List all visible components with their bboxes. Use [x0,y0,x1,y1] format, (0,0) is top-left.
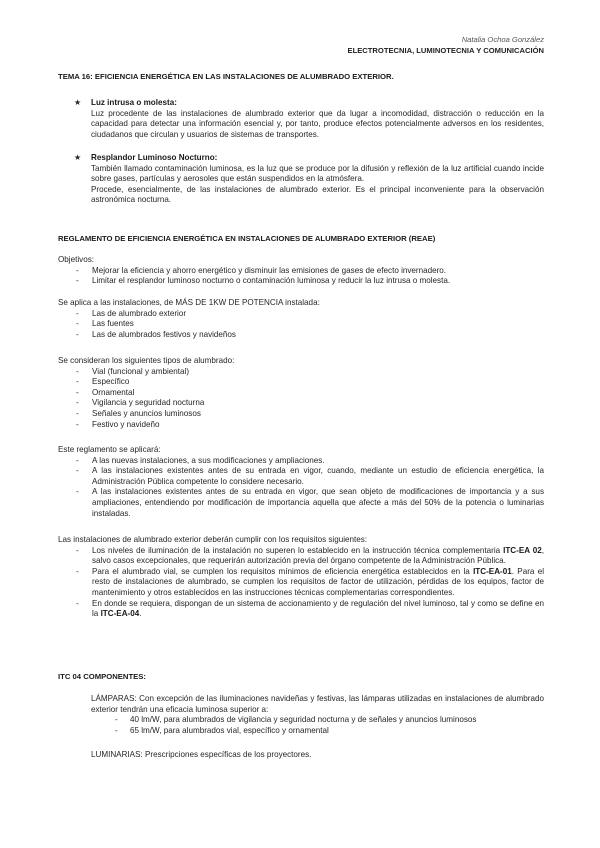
list-item: - Ornamental [58,388,544,399]
requisito-text: . Para el resto de instalaciones de alumbrado, se cumplen los requisitos de factor de utilización, pérdidas de los equipos, factor de mantenimiento y otros establecidos en las instrucciones técnicas complementarias correspondientes. [92,566,544,597]
lamparas-block [58,694,544,736]
tipos-list [58,367,544,431]
requisitos-block [58,535,544,620]
lamparas-paragraph: LÁMPARAS: Con excepción de las iluminaciones navideñas y festivas, las lámparas utilizadas en instalaciones de alumbrado exterior tendrán una eficacia luminosa superior a: [91,694,544,714]
itc04-title: ITC 04 COMPONENTES: [58,672,146,681]
list-item: - Limitar el resplandor luminoso nocturno o contaminación luminosa y reducir la luz intrusa o molesta. [58,276,544,287]
list-item: - Vial (funcional y ambiental) [58,367,544,378]
reae-section [58,234,544,245]
aplica-label: Se aplica a las instalaciones, de MÁS DE 1KW DE POTENCIA instalada: [58,298,320,307]
list-item [58,599,544,620]
requisitos-label: Las instalaciones de alumbrado exterior deberán cumplir con los requisitos siguientes: [58,535,368,544]
list-item: - Las de alumbrado exterior [58,309,544,320]
tipos-block [58,356,544,430]
requisitos-list [58,546,544,620]
requisito-text: , salvo casos excepcionales, que requerirán autorización previa del órgano competente de la Administración Pública. [92,545,544,566]
lamparas-list [58,715,544,736]
tipos-label: Se consideran los siguientes tipos de alumbrado: [58,356,235,365]
bullet-resplandor [58,153,544,206]
bullet-luz-intrusa [58,98,544,140]
bullet-paragraph: Procede, esencialmente, de las instalaciones de alumbrado exterior. Es el principal inconveniente para la observación astronómica nocturna. [91,184,544,205]
objetivos-list [58,266,544,287]
objetivos-label: Objetivos: [58,255,94,264]
aplicara-label: Este reglamento se aplicará: [58,445,161,454]
list-item [58,567,544,599]
luminarias-block [58,750,544,761]
star-bullet-icon: ★ [74,153,82,162]
objetivos-block [58,255,544,287]
aplicara-block [58,445,544,519]
list-item: - Mejorar la eficiencia y ahorro energético y disminuir las emisiones de gases de efecto invernadero. [58,266,544,277]
list-item: - Vigilancia y seguridad nocturna [58,398,544,409]
list-item: - Específico [58,377,544,388]
bullet-paragraph: También llamado contaminación luminosa, es la luz que se produce por la difusión y reflexión de la luz artificial cuando incide sobre gases, partículas y aerosoles que están suspendidos en la atmósfera. [91,163,544,184]
requisito-text: Para el alumbrado vial, se cumplen los requisitos mínimos de eficiencia energética establecidos en la [92,566,474,576]
requisito-text: En donde se requiera, dispongan de un sistema de accionamiento y de regulación del nivel luminoso, tal y como se define en la [92,598,544,619]
list-item: - A las instalaciones existentes antes de su entrada en vigor, que sean objeto de modificaciones de importancia y a sus ampliaciones, entendiendo por modificación de importancia aquella que afecte a más del 50% de la potencia o luminarias instaladas. [58,487,544,519]
itc-reference: ITC-EA 02 [503,545,542,555]
topic-title: TEMA 16: EFICIENCIA ENERGÉTICA EN LAS INSTALACIONES DE ALUMBRADO EXTERIOR. [58,72,394,81]
list-item [58,546,544,567]
itc-reference: ITC-EA-01 [473,566,512,576]
list-item: - Señales y anuncios luminosos [58,409,544,420]
list-item: - 65 lm/W, para alumbrados vial, específico y ornamental [58,726,544,737]
itc04-section [58,672,544,683]
star-bullet-icon: ★ [74,98,82,107]
requisito-text: . [139,609,142,619]
list-item: - Festivo y navideño [58,420,544,431]
list-item: - 40 lm/W, para alumbrados de vigilancia y seguridad nocturna y de señales y anuncios luminosos [58,715,544,726]
aplica-block [58,298,544,340]
bullet-heading: Luz intrusa o molesta: [91,98,177,107]
list-item: - A las instalaciones existentes antes de su entrada en vigor, cuando, mediante un estudio de eficiencia energética, la Administración Pública competente lo considere necesario. [58,466,544,487]
page-header [348,34,544,56]
bullet-heading: Resplandor Luminoso Nocturno: [91,153,218,162]
list-item: - Las de alumbrados festivos y navideños [58,330,544,341]
luminarias-paragraph: LUMINARIAS: Prescripciones específicas de los proyectores. [91,750,312,759]
topic-section [58,72,544,83]
list-item: - Las fuentes [58,319,544,330]
itc-reference: ITC-EA-04 [100,609,140,619]
bullet-paragraph: Luz procedente de las instalaciones de alumbrado exterior que da lugar a incomodidad, distracción o reducción en la capacidad para detectar una información esencial y, por tanto, produce efectos potencialmente adversos en los residentes, ciudadanos que circulan y usuarios de sistemas de transportes. [91,108,544,139]
subject-title: ELECTROTECNIA, LUMINOTECNIA Y COMUNICACIÓN [347,46,544,55]
author-name: Natalia Ochoa González [461,35,544,44]
aplicara-list [58,456,544,520]
reae-title: REGLAMENTO DE EFICIENCIA ENERGÉTICA EN INSTALACIONES DE ALUMBRADO EXTERIOR (REAE) [58,234,436,243]
aplica-list [58,309,544,341]
list-item: - A las nuevas instalaciones, a sus modificaciones y ampliaciones. [58,456,544,467]
requisito-text: Los niveles de iluminación de la instalación no superen lo establecido en la instrucción técnica complementaria [92,545,504,555]
